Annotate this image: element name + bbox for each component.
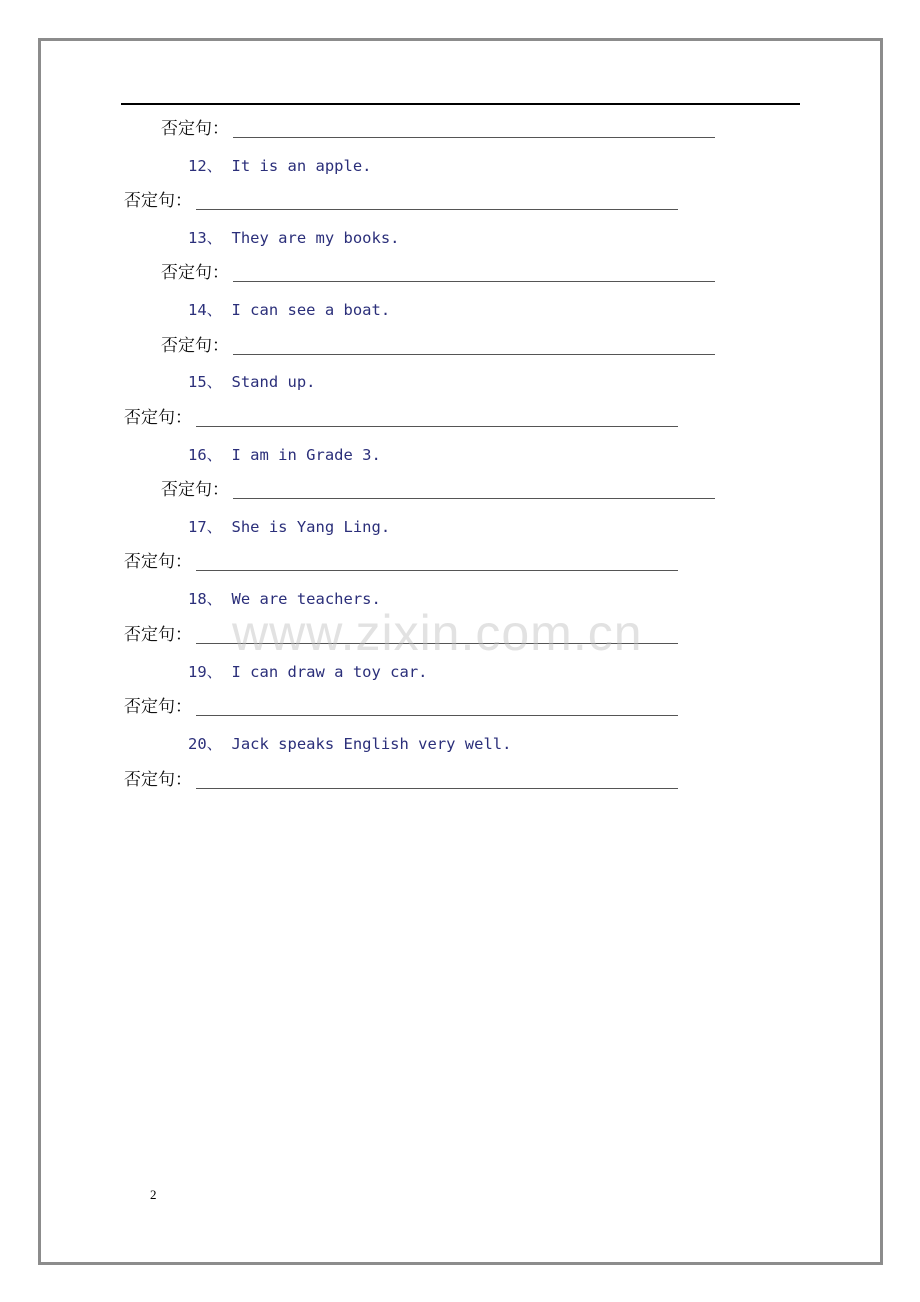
answer-blank[interactable] (233, 340, 715, 355)
question-text: I can see a boat. (231, 301, 391, 319)
negative-label: 否定句： (124, 625, 192, 645)
answer-line-11 (161, 118, 715, 140)
question-number: 14、 (188, 301, 223, 319)
answer-line-20 (124, 769, 678, 791)
answer-blank[interactable] (196, 701, 678, 716)
answer-blank[interactable] (233, 267, 715, 282)
question-item-19 (188, 661, 427, 683)
page-number: 2 (150, 1187, 157, 1202)
question-number: 12、 (188, 157, 223, 175)
question-number: 17、 (188, 518, 223, 536)
question-item-13 (188, 227, 400, 249)
answer-line-14 (161, 335, 715, 357)
negative-label: 否定句： (161, 480, 229, 500)
question-item-17 (188, 516, 390, 538)
answer-blank[interactable] (196, 774, 678, 789)
watermark: www.zixin.com.cn (232, 605, 643, 661)
answer-line-13 (161, 262, 715, 284)
negative-label: 否定句： (124, 770, 192, 790)
question-item-12 (188, 155, 372, 177)
answer-blank[interactable] (233, 123, 715, 138)
question-text: I am in Grade 3. (231, 446, 381, 464)
question-number: 13、 (188, 229, 223, 247)
question-item-15 (188, 371, 316, 393)
question-item-14 (188, 299, 390, 321)
question-text: I can draw a toy car. (231, 663, 428, 681)
answer-blank[interactable] (196, 556, 678, 571)
question-number: 20、 (188, 735, 223, 753)
answer-line-12 (124, 190, 678, 212)
negative-label: 否定句： (161, 119, 229, 139)
negative-label: 否定句： (161, 263, 229, 283)
question-text: Jack speaks English very well. (231, 735, 512, 753)
answer-line-17 (124, 551, 678, 573)
answer-line-19 (124, 696, 678, 718)
negative-label: 否定句： (161, 336, 229, 356)
negative-label: 否定句： (124, 697, 192, 717)
question-number: 16、 (188, 446, 223, 464)
question-number: 18、 (188, 590, 223, 608)
question-number: 19、 (188, 663, 223, 681)
question-text: She is Yang Ling. (231, 518, 391, 536)
negative-label: 否定句： (124, 408, 192, 428)
answer-blank[interactable] (233, 484, 715, 499)
question-item-18 (188, 588, 381, 610)
negative-label: 否定句： (124, 552, 192, 572)
answer-line-15 (124, 407, 678, 429)
negative-label: 否定句： (124, 191, 192, 211)
header-rule (121, 103, 800, 105)
question-number: 15、 (188, 373, 223, 391)
question-item-20 (188, 733, 511, 755)
answer-line-18 (124, 624, 678, 646)
page-frame (38, 38, 883, 1265)
question-text: It is an apple. (231, 157, 372, 175)
answer-blank[interactable] (196, 412, 678, 427)
answer-blank[interactable] (196, 195, 678, 210)
question-text: They are my books. (231, 229, 400, 247)
answer-line-16 (161, 479, 715, 501)
question-item-16 (188, 444, 381, 466)
question-text: We are teachers. (231, 590, 381, 608)
question-text: Stand up. (231, 373, 316, 391)
answer-blank[interactable] (196, 629, 678, 644)
